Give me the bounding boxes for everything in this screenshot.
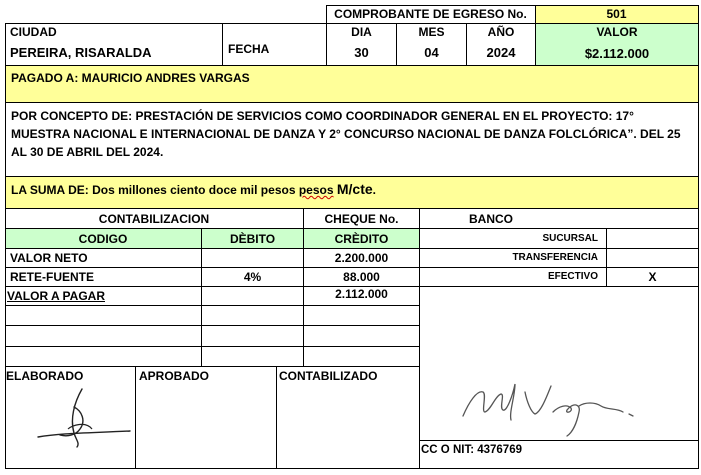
col-debito: DÈBITO bbox=[202, 229, 303, 248]
col-codigo: CODIGO bbox=[5, 229, 201, 248]
fecha-label: FECHA bbox=[228, 42, 270, 56]
transferencia-label: TRANSFERENCIA bbox=[512, 252, 598, 263]
row-2-codigo: RETE-FUENTE bbox=[10, 270, 94, 284]
banco-label: BANCO bbox=[469, 212, 513, 226]
mes-label: MES bbox=[418, 25, 445, 39]
suma-mcte: M/cte bbox=[336, 181, 373, 197]
comprobante-label: COMPROBANTE DE EGRESO No. bbox=[334, 7, 527, 21]
row-2-credito: 88.000 bbox=[343, 270, 380, 284]
elaborado-label: ELABORADO bbox=[6, 369, 84, 383]
row-3-debito bbox=[202, 287, 303, 305]
row-3-codigo bbox=[5, 287, 201, 305]
comprobante-number: 501 bbox=[535, 5, 698, 23]
efectivo-label: EFECTIVO bbox=[547, 271, 598, 282]
row-3-codigo-text: VALOR A PAGAR bbox=[7, 289, 105, 303]
valor-label: VALOR bbox=[596, 25, 638, 39]
row-3-credito: 2.112.000 bbox=[335, 287, 388, 301]
ciudad-value: PEREIRA, RISARALDA bbox=[10, 45, 152, 60]
dia-label: DIA bbox=[351, 25, 372, 39]
col-credito: CRÈDITO bbox=[304, 229, 419, 248]
row-2-debito: 4% bbox=[243, 270, 262, 284]
valor-value: $2.112.000 bbox=[584, 46, 650, 61]
mes-value: 04 bbox=[424, 45, 439, 60]
aprobado-label: APROBADO bbox=[139, 369, 210, 383]
ciudad-label: CIUDAD bbox=[10, 25, 57, 39]
suma-prefix: LA SUMA DE: Dos millones ciento doce mil pesos bbox=[11, 183, 299, 197]
contabilizado-label: CONTABILIZADO bbox=[279, 369, 378, 383]
pagado-text: PAGADO A: MAURICIO ANDRES VARGAS bbox=[11, 71, 250, 85]
row-1-codigo: VALOR NETO bbox=[10, 251, 88, 265]
cc-nit: CC O NIT: 4376769 bbox=[421, 444, 522, 456]
signature-elaborado bbox=[30, 385, 140, 455]
ano-value: 2024 bbox=[486, 45, 516, 60]
row-1-debito bbox=[202, 249, 303, 267]
sucursal-label: SUCURSAL bbox=[542, 232, 598, 244]
efectivo-mark: X bbox=[648, 270, 657, 284]
ano-label: AÑO bbox=[487, 25, 515, 39]
contabilizacion-title: CONTABILIZACION bbox=[98, 212, 210, 226]
row-1-credito: 2.200.000 bbox=[334, 251, 389, 265]
suma-dot: . bbox=[372, 183, 376, 197]
suma-pesos: pesos bbox=[298, 183, 334, 197]
signature-cc bbox=[455, 372, 655, 442]
concepto-text: POR CONCEPTO DE: PRESTACIÓN DE SERVICIOS COMO COORDINADOR GENERAL EN EL PROYECTO: 17° MUESTRA NACIONAL E INTERNACIONAL DE DANZA Y 2° CONCURSO NACIONAL DE DANZA FOLCLÓRICA”. DEL 25 AL 30 DE ABRIL DEL 2024. bbox=[11, 109, 681, 159]
dia-value: 30 bbox=[354, 45, 369, 60]
suma-text bbox=[11, 180, 691, 198]
cheque-label: CHEQUE No. bbox=[324, 212, 399, 226]
